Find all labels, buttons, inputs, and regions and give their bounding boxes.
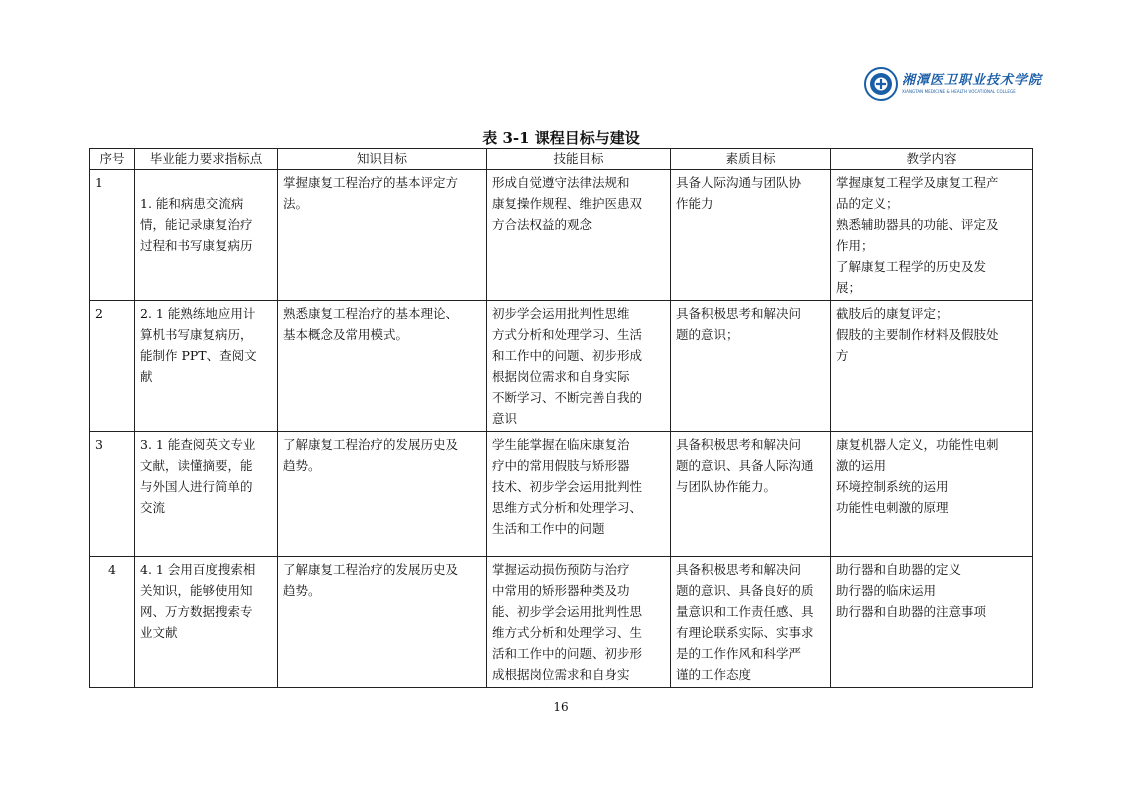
content-cell: 助行器和自助器的定义 助行器的临床运用 助行器和自助器的注意事项 bbox=[831, 557, 1033, 688]
skill-cell: 掌握运动损伤预防与治疗 中常用的矫形器种类及功 能、初步学会运用批判性思 维方式分析和处理学习、生 活和工作中的问题、初步形 成根据岗位需求和自身实 bbox=[487, 557, 671, 688]
content-cell: 康复机器人定义，功能性电刺 激的运用 环境控制系统的运用 功能性电刺激的原理 bbox=[831, 432, 1033, 557]
requirement-cell: 2. 1 能熟练地应用计 算机书写康复病历， 能制作 PPT、查阅文 献 bbox=[135, 301, 278, 432]
knowledge-cell: 掌握康复工程治疗的基本评定方 法。 bbox=[278, 170, 487, 301]
knowledge-cell: 熟悉康复工程治疗的基本理论、 基本概念及常用模式。 bbox=[278, 301, 487, 432]
column-header-skill: 技能目标 bbox=[487, 149, 671, 170]
college-name-en: XIANGTAN MEDICINE & HEALTH VOCATIONAL COLLEGE bbox=[902, 89, 1016, 94]
requirement-cell: 4. 1 会用百度搜索相 关知识，能够使用知 网、万方数据搜索专 业文献 bbox=[135, 557, 278, 688]
table-header-row bbox=[90, 149, 1033, 170]
table-row bbox=[90, 557, 1033, 688]
quality-cell: 具备人际沟通与团队协 作能力 bbox=[671, 170, 831, 301]
row-index: 4 bbox=[90, 557, 135, 688]
knowledge-cell: 了解康复工程治疗的发展历史及 趋势。 bbox=[278, 432, 487, 557]
quality-cell: 具备积极思考和解决问 题的意识、具备良好的质 量意识和工作责任感、具 有理论联系实际、实事求 是的工作作风和科学严 谨的工作态度 bbox=[671, 557, 831, 688]
row-index: 1 bbox=[90, 170, 135, 301]
column-header-quality: 素质目标 bbox=[671, 149, 831, 170]
skill-cell: 学生能掌握在临床康复治 疗中的常用假肢与矫形器 技术、初步学会运用批判性 思维方式分析和处理学习、 生活和工作中的问题 bbox=[487, 432, 671, 557]
knowledge-cell: 了解康复工程治疗的发展历史及 趋势。 bbox=[278, 557, 487, 688]
quality-cell: 具备积极思考和解决问 题的意识； bbox=[671, 301, 831, 432]
college-seal-icon bbox=[864, 67, 898, 101]
content-cell: 掌握康复工程学及康复工程产 品的定义； 熟悉辅助器具的功能、评定及 作用； 了解康复工程学的历史及发 展； bbox=[831, 170, 1033, 301]
college-logo bbox=[864, 64, 1044, 104]
table-row bbox=[90, 170, 1033, 301]
column-header-content: 教学内容 bbox=[831, 149, 1033, 170]
page-number: 16 bbox=[553, 700, 569, 714]
table-row bbox=[90, 432, 1033, 557]
skill-cell: 初步学会运用批判性思维 方式分析和处理学习、生活 和工作中的问题、初步形成 根据岗位需求和自身实际 不断学习、不断完善自我的 意识 bbox=[487, 301, 671, 432]
table-row bbox=[90, 301, 1033, 432]
skill-cell: 形成自觉遵守法律法规和 康复操作规程、维护医患双 方合法权益的观念 bbox=[487, 170, 671, 301]
column-header-knowledge: 知识目标 bbox=[278, 149, 487, 170]
requirement-cell: 3. 1 能查阅英文专业 文献，读懂摘要，能 与外国人进行简单的 交流 bbox=[135, 432, 278, 557]
row-index: 3 bbox=[90, 432, 135, 557]
course-goals-table bbox=[89, 148, 1033, 688]
college-name-cn: 湘潭医卫职业技术学院 bbox=[902, 73, 1043, 88]
column-header-index: 序号 bbox=[90, 149, 135, 170]
row-index: 2 bbox=[90, 301, 135, 432]
content-cell: 截肢后的康复评定； 假肢的主要制作材料及假肢处 方 bbox=[831, 301, 1033, 432]
column-header-requirement: 毕业能力要求指标点 bbox=[135, 149, 278, 170]
table-title: 表 3-1 课程目标与建设 bbox=[482, 129, 640, 147]
quality-cell: 具备积极思考和解决问 题的意识、具备人际沟通 与团队协作能力。 bbox=[671, 432, 831, 557]
requirement-cell: 1. 能和病患交流病 情，能记录康复治疗 过程和书写康复病历 bbox=[135, 170, 278, 301]
